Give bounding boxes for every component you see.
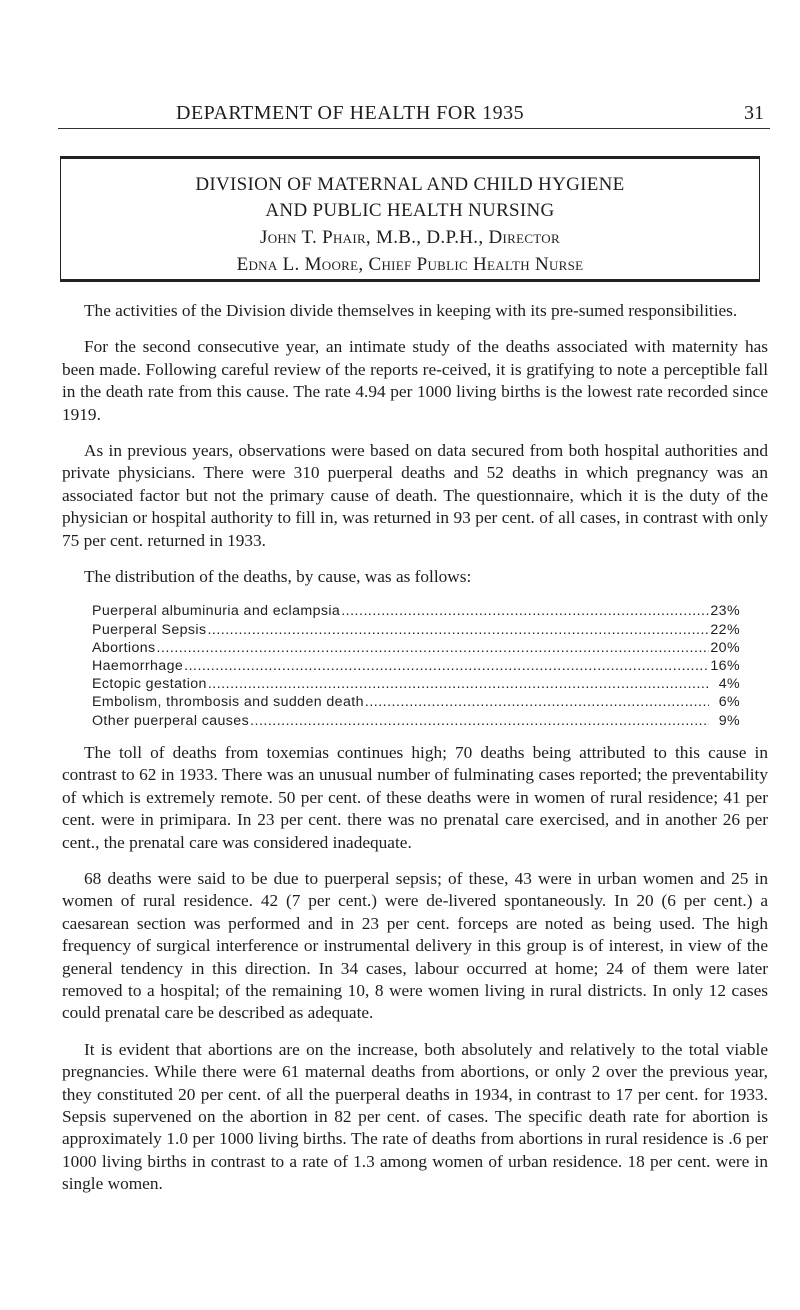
cause-label: Ectopic gestation	[92, 676, 207, 693]
cause-label: Abortions	[92, 639, 156, 656]
cause-label: Other puerperal causes	[92, 712, 250, 729]
dot-leader	[157, 639, 709, 657]
dot-leader	[365, 693, 709, 711]
list-item	[92, 657, 740, 675]
list-item	[92, 675, 740, 693]
cause-percent: 22%	[710, 621, 740, 638]
division-heading-box	[60, 156, 760, 282]
division-title-line1: DIVISION OF MATERNAL AND CHILD HYGIENE	[195, 174, 625, 195]
list-item	[92, 639, 740, 657]
cause-label: Puerperal Sepsis	[92, 621, 207, 638]
cause-label: Embolism, thrombosis and sudden death	[92, 694, 364, 711]
list-item	[92, 693, 740, 711]
list-item	[92, 602, 740, 620]
running-head-title: DEPARTMENT OF HEALTH FOR 1935	[176, 102, 525, 124]
director-line: John T. Phair, M.B., D.P.H., Director	[260, 227, 560, 248]
cause-percent: 20%	[710, 639, 740, 656]
paragraph-abortions: It is evident that abortions are on the increase, both absolutely and relatively to the total viable pregnancies. While there were 61 maternal deaths from abortions, or only 2 over the previous year, they constituted 20 per cent. of all the puerperal deaths in 1934, in contrast to 17 per cent. for 1933. Sepsis supervened on the abortion in 82 per cent. of cases. The specific death rate for abortion is approximately 1.0 per 1000 living births. The rate of deaths from abortions in rural residence is .6 per 1000 living births in contrast to a rate of 1.3 among women of urban residence. 18 per cent. were in single women.	[62, 1039, 768, 1194]
dot-leader	[341, 602, 709, 620]
cause-distribution-list	[92, 602, 740, 729]
paragraph-distribution-intro: The distribution of the deaths, by cause, was as follows:	[84, 567, 472, 587]
dot-leader	[250, 712, 709, 730]
page-header	[58, 100, 770, 129]
paragraph-activities: The activities of the Division divide themselves in keeping with its pre-sumed responsibilities.	[84, 301, 738, 320]
cause-percent: 6%	[718, 694, 740, 711]
page-number: 31	[744, 102, 764, 124]
list-item	[92, 621, 740, 639]
cause-percent: 23%	[710, 603, 740, 620]
cause-percent: 9%	[718, 712, 740, 729]
division-title-line2: AND PUBLIC HEALTH NURSING	[265, 200, 555, 221]
paragraph-maternity-study: For the second consecutive year, an intimate study of the deaths associated with maternity has been made. Following careful review of the reports re-ceived, it is gratifying to note a perceptible fall in the death rate from this cause. The rate 4.94 per 1000 living births is the lowest rate recorded since 1919.	[62, 337, 768, 424]
dot-leader	[207, 621, 709, 639]
dot-leader	[184, 657, 709, 675]
cause-label: Haemorrhage	[92, 658, 184, 675]
list-item	[92, 712, 740, 730]
paragraph-toxemias: The toll of deaths from toxemias continues high; 70 deaths being attributed to this cause in contrast to 62 in 1933. There was an unusual number of fulminating cases reported; the preventability of which is extremely remote. 50 per cent. of these deaths were in women of rural residence; 41 per cent. were in primipara. In 23 per cent. there was no prenatal care exercised, and in another 26 per cent., the prenatal care was considered inadequate.	[62, 742, 768, 852]
cause-percent: 4%	[718, 676, 740, 693]
chief-nurse-line: Edna L. Moore, Chief Public Health Nurse	[236, 254, 584, 275]
cause-label: Puerperal albuminuria and eclampsia	[92, 603, 341, 620]
body-text	[62, 300, 768, 1210]
paragraph-sepsis: 68 deaths were said to be due to puerperal sepsis; of these, 43 were in urban women and 25 in women of rural residence. 42 (7 per cent.) were de-livered spontaneously. In 20 (6 per cent.) a caesarean section was performed and in 23 per cent. forceps are noted as being used. The high frequency of surgical interference or instrumental delivery in this group is of interest, in view of the general tendency in this direction. In 34 cases, labour occurred at home; 24 of them were later removed to a hospital; of the remaining 10, 8 were women living in rural districts. In only 12 cases could prenatal care be described as adequate.	[62, 868, 768, 1023]
paragraph-observations: As in previous years, observations were based on data secured from both hospital authorities and private physicians. There were 310 puerperal deaths and 52 deaths in which pregnancy was an associated factor but not the primary cause of death. The questionnaire, which it is the duty of the physician or hospital authority to fill in, was returned in 93 per cent. of all cases, in contrast with only 75 per cent. returned in 1933.	[62, 441, 768, 550]
cause-percent: 16%	[710, 658, 740, 675]
dot-leader	[208, 675, 709, 693]
